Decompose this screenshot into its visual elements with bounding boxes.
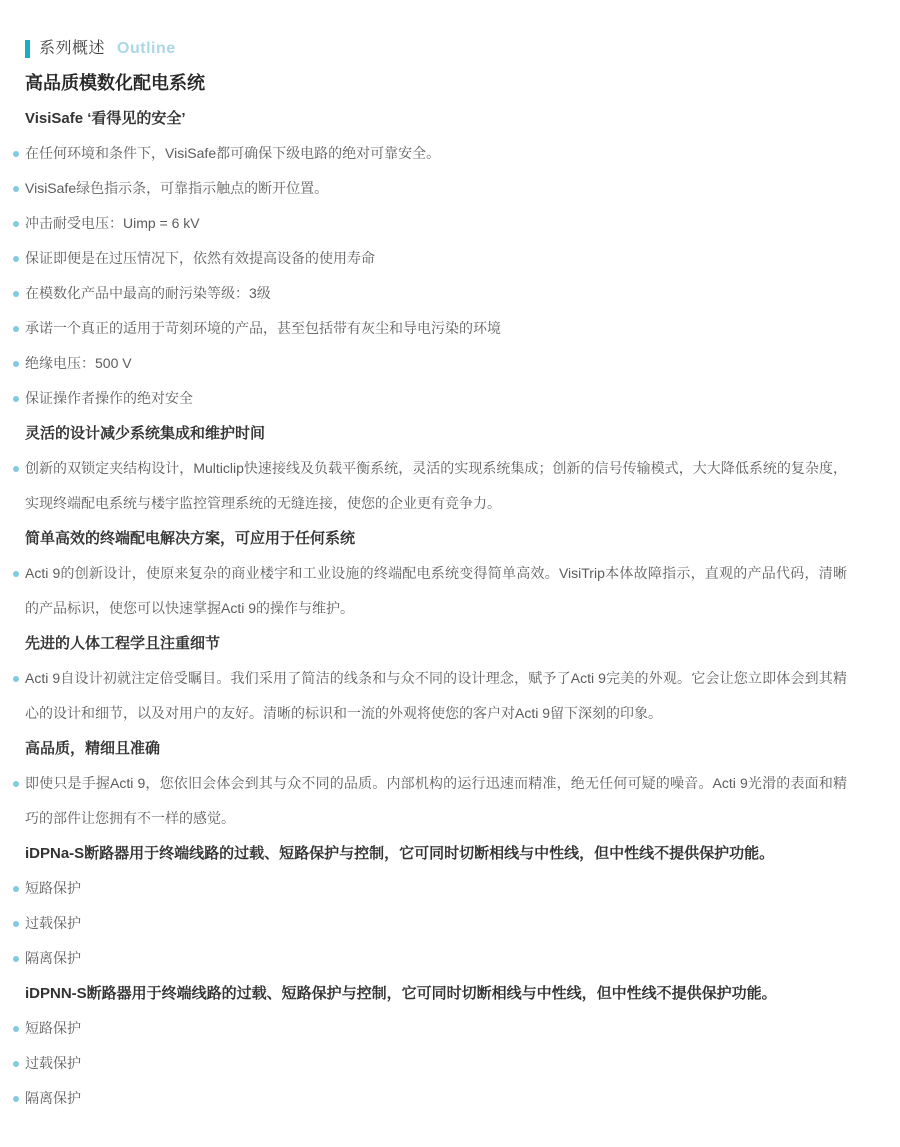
bullet-list-efficient-solution (25, 556, 847, 626)
list-item: VisiSafe绿色指示条，可靠指示触点的断开位置。 (25, 171, 847, 206)
section-heading-efficient-solution: 简单高效的终端配电解决方案，可应用于任何系统 (25, 530, 356, 547)
list-item: 创新的双锁定夹结构设计，Multiclip快速接线及负载平衡系统，灵活的实现系统集成；创新的信号传输模式，大大降低系统的复杂度，实现终端配电系统与楼宇监控管理系统的无缝连接，使您的企业更有竞争力。 (25, 451, 847, 521)
bullet-list-idpna-s (25, 871, 847, 976)
series-header (25, 31, 847, 66)
list-item: 在模数化产品中最高的耐污染等级：3级 (25, 276, 847, 311)
list-item: 即使只是手握Acti 9，您依旧会体会到其与众不同的品质。内部机构的运行迅速而精准，绝无任何可疑的噪音。Acti 9光滑的表面和精巧的部件让您拥有不一样的感觉。 (25, 766, 847, 836)
list-item: 过载保护 (25, 1046, 847, 1081)
section-heading-visisafe: VisiSafe ‘看得见的安全’ (25, 110, 186, 127)
page-title: 高品质模数化配电系统 (25, 73, 205, 93)
section-heading-flexible-design: 灵活的设计减少系统集成和维护时间 (25, 425, 266, 442)
list-item: 短路保护 (25, 871, 847, 906)
list-item: 承诺一个真正的适用于苛刻环境的产品，甚至包括带有灰尘和导电污染的环境 (25, 311, 847, 346)
list-item: 短路保护 (25, 1011, 847, 1046)
bullet-list-high-quality (25, 766, 847, 836)
series-header-en: Outline (117, 40, 176, 57)
section-heading-ergonomics: 先进的人体工程学且注重细节 (25, 635, 221, 652)
section-heading-idpnn-s: iDPNN-S断路器用于终端线路的过载、短路保护与控制，它可同时切断相线与中性线，但中性线不提供保护功能。 (25, 985, 777, 1002)
list-item: 在任何环境和条件下，VisiSafe都可确保下级电路的绝对可靠安全。 (25, 136, 847, 171)
bullet-list-idpnn-s (25, 1011, 847, 1116)
list-item: 过载保护 (25, 906, 847, 941)
list-item: Acti 9自设计初就注定倍受瞩目。我们采用了简洁的线条和与众不同的设计理念，赋予了Acti 9完美的外观。它会让您立即体会到其精心的设计和细节，以及对用户的友好。清晰的标识和一流的外观将使您的客户对Acti 9留下深刻的印象。 (25, 661, 847, 731)
list-item: 绝缘电压：500 V (25, 346, 847, 381)
bullet-list-visisafe (25, 136, 847, 416)
accent-bar-icon (25, 40, 30, 58)
list-item: 冲击耐受电压：Uimp = 6 kV (25, 206, 847, 241)
section-heading-high-quality: 高品质，精细且准确 (25, 740, 161, 757)
list-item: Acti 9的创新设计，使原来复杂的商业楼宇和工业设施的终端配电系统变得简单高效。VisiTrip本体故障指示，直观的产品代码，清晰的产品标识，使您可以快速掌握Acti 9的操作与维护。 (25, 556, 847, 626)
bullet-list-ergonomics (25, 661, 847, 731)
section-heading-idpna-s: iDPNa-S断路器用于终端线路的过载、短路保护与控制，它可同时切断相线与中性线，但中性线不提供保护功能。 (25, 845, 775, 862)
series-header-zh: 系列概述 (39, 40, 106, 57)
list-item: 隔离保护 (25, 941, 847, 976)
list-item: 隔离保护 (25, 1081, 847, 1116)
bullet-list-flexible-design (25, 451, 847, 521)
list-item: 保证即便是在过压情况下，依然有效提高设备的使用寿命 (25, 241, 847, 276)
list-item: 保证操作者操作的绝对安全 (25, 381, 847, 416)
